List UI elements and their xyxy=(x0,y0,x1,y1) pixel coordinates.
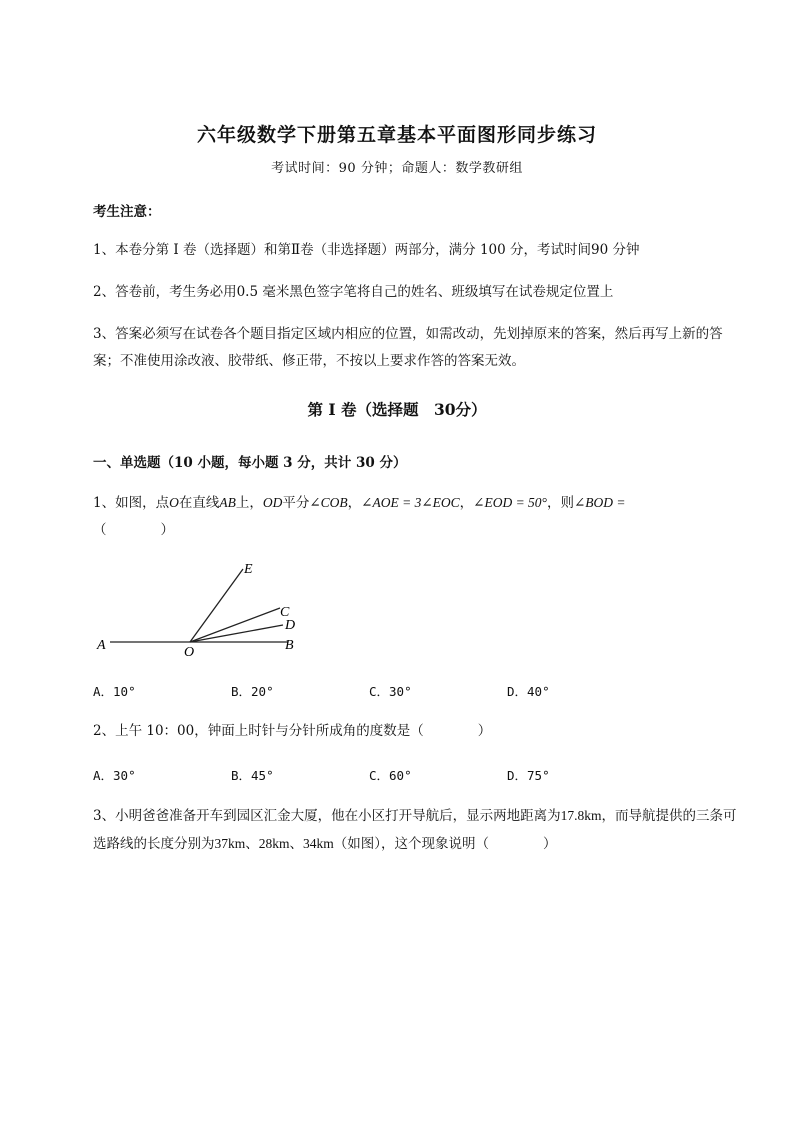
q2-option-c[interactable]: C．60° xyxy=(369,768,412,783)
q1-text: 平分 xyxy=(282,495,310,511)
notice-item-1: 1、本卷分第 I 卷（选择题）和第Ⅱ卷（非选择题）两部分，满分 100 分，考试时间90 分钟 xyxy=(93,242,640,258)
section-title: 第 I 卷（选择题 30分） xyxy=(307,400,487,419)
q1-answer-blank: （ ） xyxy=(93,522,174,538)
q3-text: （如图），这个现象说明（ ） xyxy=(333,836,557,852)
q3-text: ，而导航提供的三条可选路线的长度分别为 xyxy=(93,808,737,852)
q1-text: 在直线 xyxy=(178,495,220,511)
label-a: A xyxy=(97,638,106,653)
notice-item-2: 2、答卷前，考生务必用0.5 毫米黑色签字笔将自己的姓名、班级填写在试卷规定位置上 xyxy=(93,284,614,300)
q1-text: ， xyxy=(347,495,362,511)
q1-option-a[interactable]: A．10° xyxy=(93,684,136,699)
q2-option-b[interactable]: B．45° xyxy=(231,768,274,783)
label-b: B xyxy=(285,638,294,653)
q3-route-2: 28km xyxy=(258,836,290,851)
q1-expr-cob: ∠COB xyxy=(309,495,348,510)
q3-distance: 17.8km xyxy=(560,808,602,823)
ray-oe xyxy=(190,569,243,642)
ray-od xyxy=(190,625,283,642)
q1-text: ， xyxy=(459,495,474,511)
notice-item-3: 3、答案必须写在试卷各个题目指定区域内相应的位置，如需改动，先划掉原来的答案，然后再写上新的答案；不准使用涂改液、胶带纸、修正带，不按以上要求作答的答案无效。 xyxy=(93,326,723,369)
q1-expr-aoe: ∠AOE = 3∠EOC xyxy=(361,495,460,510)
q1-line-ab: AB xyxy=(219,495,236,510)
q1-point-o: O xyxy=(169,495,179,510)
q1-option-c[interactable]: C．30° xyxy=(369,684,412,699)
q1-expr-bod: ∠BOD = xyxy=(573,495,626,510)
q1-expr-od: OD xyxy=(262,495,283,510)
q1-text: ，则 xyxy=(546,495,574,511)
label-e: E xyxy=(244,562,253,577)
q3-route-1: 37km xyxy=(214,836,246,851)
ray-oc xyxy=(190,608,280,642)
exam-info: 考试时间：90 分钟；命题人：数学教研组 xyxy=(271,161,523,176)
question-3 xyxy=(93,802,743,858)
label-d: D xyxy=(285,618,296,633)
q1-option-d[interactable]: D．40° xyxy=(507,684,550,699)
q1-geometry-figure xyxy=(90,555,320,660)
q1-text: 上， xyxy=(235,495,263,511)
part-heading: 一、单选题（10 小题，每小题 3 分，共计 30 分） xyxy=(93,455,407,471)
question-1 xyxy=(93,489,743,544)
question-2: 2、上午 10：00，钟面上时针与分针所成角的度数是（ ） xyxy=(93,723,492,739)
label-o: O xyxy=(184,645,195,660)
q2-option-d[interactable]: D．75° xyxy=(507,768,550,783)
q1-expr-eod: ∠EOD = 50° xyxy=(473,495,547,510)
q3-separator: 、 xyxy=(245,836,259,852)
page-title: 六年级数学下册第五章基本平面图形同步练习 xyxy=(196,124,597,146)
q2-option-a[interactable]: A．30° xyxy=(93,768,136,783)
q3-text: 3、小明爸爸准备开车到园区汇金大厦，他在小区打开导航后，显示两地距离为 xyxy=(93,808,561,824)
label-c: C xyxy=(280,605,290,620)
q1-option-b[interactable]: B．20° xyxy=(231,684,274,699)
q3-route-3: 34km xyxy=(303,836,334,851)
q1-text: 1、如图，点 xyxy=(93,495,170,511)
notice-heading: 考生注意： xyxy=(93,204,161,220)
q3-separator: 、 xyxy=(289,836,304,852)
